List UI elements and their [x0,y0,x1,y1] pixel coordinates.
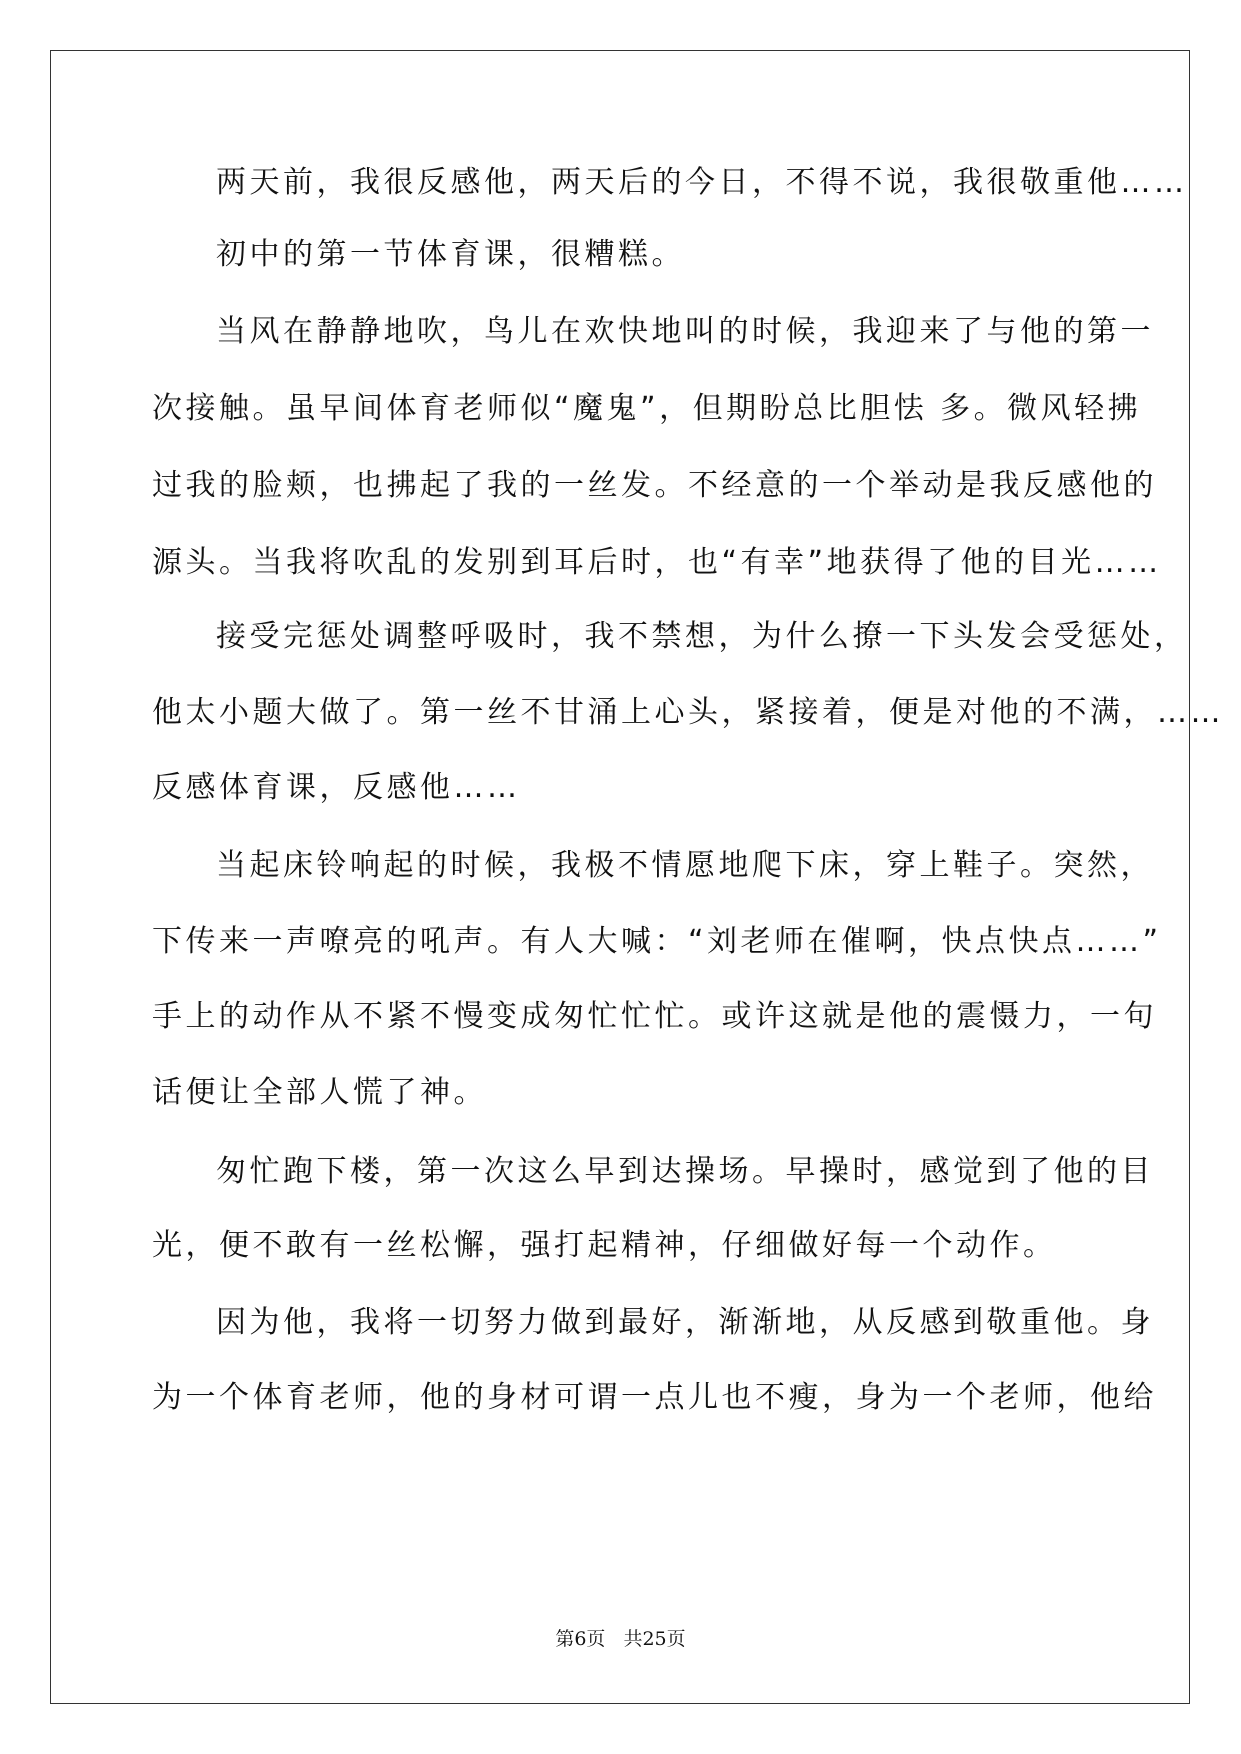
text-line: 为一个体育老师，他的身材可谓一点儿也不瘦，身为一个老师，他给 [152,1380,1157,1415]
text-line: 过我的脸颊，也拂起了我的一丝发。不经意的一个举动是我反感他的 [152,468,1157,503]
page-number: 第6页 [555,1628,606,1650]
text-line: 光，便不敢有一丝松懈，强打起精神，仔细做好每一个动作。 [152,1228,1057,1263]
text-line: 他太小题大做了。第一丝不甘涌上心头，紧接着，便是对他的不满，…… [152,695,1224,730]
text-line: 下传来一声嘹亮的吼声。有人大喊：“刘老师在催啊，快点快点……” [152,924,1162,959]
text-line: 匆忙跑下楼，第一次这么早到达操场。早操时，感觉到了他的目 [216,1154,1154,1189]
text-line: 手上的动作从不紧不慢变成匆忙忙忙。或许这就是他的震慑力，一句 [152,999,1157,1034]
text-line: 当风在静静地吹，鸟儿在欢快地叫的时候，我迎来了与他的第一 [216,314,1154,349]
text-line: 当起床铃响起的时候，我极不情愿地爬下床，穿上鞋子。突然， [216,848,1154,883]
text-line: 两天前，我很反感他，两天后的今日，不得不说，我很敬重他…… [216,165,1188,200]
text-line: 次接触。虽早间体育老师似“魔鬼”，但期盼总比胆怯 多。微风轻拂 [152,391,1142,426]
total-pages: 共25页 [623,1628,686,1650]
text-line: 话便让全部人慌了神。 [152,1075,487,1110]
text-line: 反感体育课，反感他…… [152,770,521,805]
text-line: 因为他，我将一切努力做到最好，渐渐地，从反感到敬重他。身 [216,1305,1154,1340]
text-line: 接受完惩处调整呼吸时，我不禁想，为什么撩一下头发会受惩处， [216,619,1188,654]
text-line: 源头。当我将吹乱的发别到耳后时，也“有幸”地获得了他的目光…… [152,545,1162,580]
text-line: 初中的第一节体育课，很糟糕。 [216,237,685,272]
page-footer [0,1624,1241,1651]
